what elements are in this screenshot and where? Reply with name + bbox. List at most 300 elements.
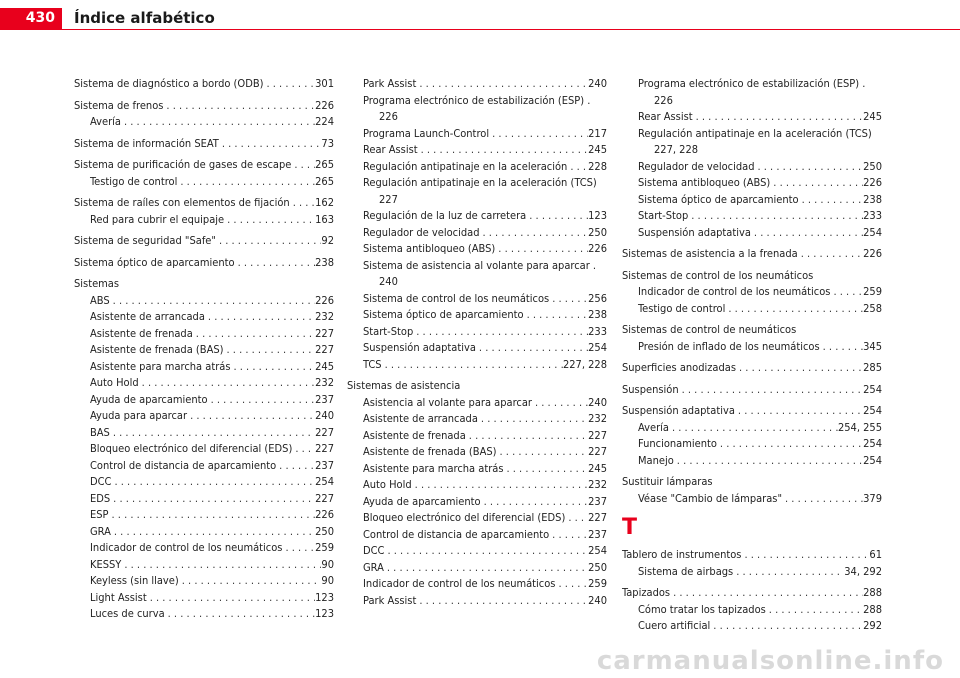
- index-entry-wrapped: [622, 76, 882, 109]
- entry-term: Sistema de frenos: [74, 98, 164, 112]
- entry-term: Control de distancia de aparcamiento: [363, 527, 550, 541]
- entry-term: Funcionamiento: [638, 437, 717, 450]
- entry-term: Rear Assist: [363, 143, 418, 156]
- dot-leader: [693, 109, 864, 126]
- dot-leader: [219, 136, 322, 153]
- index-entry: [622, 360, 882, 377]
- entry-pages: 250: [315, 524, 334, 538]
- dot-leader: [224, 212, 315, 229]
- index-subentry: [347, 461, 607, 478]
- dot-leader: [799, 192, 864, 209]
- entry-pages: 288: [863, 586, 882, 599]
- entry-term: Red para cubrir el equipaje: [90, 212, 225, 226]
- entry-pages: 265: [315, 174, 334, 188]
- entry-term: Sistema óptico de aparcamiento: [363, 308, 524, 321]
- entry-pages: 226: [315, 508, 334, 521]
- index-entry: [74, 195, 334, 212]
- dot-leader: [503, 461, 588, 478]
- entry-term: Asistente para marcha atrás: [363, 461, 504, 475]
- entry-pages: 226: [863, 247, 882, 260]
- entry-pages: 227: [315, 442, 334, 455]
- entry-pages: 254, 255: [837, 420, 882, 434]
- dot-leader: [567, 159, 588, 176]
- dot-leader: [674, 453, 863, 470]
- dot-leader: [526, 208, 588, 225]
- dot-leader: [766, 602, 863, 619]
- entry-pages: 258: [863, 301, 882, 315]
- dot-leader: [725, 301, 863, 318]
- entry-pages: 254: [863, 404, 882, 417]
- entry-term: Sistema de asistencia al volante para aparcar .: [363, 258, 597, 272]
- dot-leader: [165, 606, 315, 623]
- entry-pages: 345: [863, 339, 882, 353]
- dot-leader: [179, 573, 322, 590]
- entry-pages: 232: [315, 310, 334, 323]
- index-subentry: [622, 618, 882, 635]
- index-entry-wrapped: [347, 93, 607, 126]
- dot-leader: [147, 590, 315, 607]
- entry-pages: 288: [863, 602, 882, 616]
- index-subentry: [622, 175, 882, 192]
- index-subentry: [347, 444, 607, 461]
- entry-term: Ayuda de aparcamiento: [363, 494, 481, 508]
- entry-pages: 227: [588, 445, 607, 458]
- entry-term: Suspensión: [622, 382, 679, 396]
- dot-leader: [736, 360, 863, 377]
- dot-leader: [382, 357, 563, 374]
- entry-pages: 250: [863, 159, 882, 173]
- dot-leader: [751, 225, 863, 242]
- entry-pages: 259: [863, 285, 882, 298]
- entry-pages: 259: [588, 577, 607, 590]
- index-subentry: [347, 576, 607, 593]
- index-subentry: [74, 590, 334, 607]
- dot-leader: [679, 382, 864, 399]
- index-subentry: [347, 543, 607, 560]
- entry-pages: 226: [315, 293, 334, 307]
- index-subentry: [74, 375, 334, 392]
- dot-leader: [276, 458, 315, 475]
- dot-leader: [555, 576, 588, 593]
- dot-leader: [466, 428, 588, 445]
- index-subentry: [347, 428, 607, 445]
- entry-term: Tapizados: [622, 586, 671, 599]
- dot-leader: [208, 392, 316, 409]
- entry-pages: 227: [315, 343, 334, 356]
- index-entry: [74, 76, 334, 93]
- index-subentry: [622, 339, 882, 356]
- index-subentry: [347, 510, 607, 527]
- entry-term: Asistente de frenada (BAS): [90, 343, 224, 356]
- index-subentry: [74, 507, 334, 524]
- entry-term: ESP: [90, 508, 109, 521]
- dot-leader: [282, 540, 315, 557]
- entry-term: Programa electrónico de estabilización (ESP) .: [638, 77, 866, 90]
- index-subentry: [622, 491, 882, 508]
- index-subentry: [622, 436, 882, 453]
- index-column-3: [622, 76, 882, 635]
- index-subentry: [347, 477, 607, 494]
- entry-term: Start-Stop: [363, 324, 414, 338]
- entry-pages: 237: [588, 494, 607, 508]
- entry-term: Regulación de la luz de carretera: [363, 209, 527, 222]
- entry-term: Ayuda para aparcar: [90, 409, 188, 422]
- entry-term: Avería: [638, 420, 669, 434]
- index-subentry: [622, 159, 882, 176]
- entry-term: Asistente de frenada: [363, 428, 466, 442]
- entry-term: Tablero de instrumentos: [622, 548, 742, 561]
- page-title: Índice alfabético: [74, 9, 215, 27]
- dot-leader: [163, 98, 315, 115]
- index-subentry: [347, 411, 607, 428]
- dot-leader: [798, 246, 863, 263]
- entry-term: Regulación antipatinaje en la aceleración: [363, 159, 568, 173]
- entry-pages: 123: [588, 209, 607, 222]
- index-subentry: [347, 357, 607, 374]
- dot-leader: [291, 157, 315, 174]
- dot-leader: [263, 76, 315, 93]
- index-entry: [622, 246, 882, 263]
- header-rule: [0, 29, 960, 30]
- entry-term: Rear Assist: [638, 110, 693, 123]
- entry-pages: 227, 228: [654, 143, 699, 156]
- entry-pages: 34, 292: [844, 564, 882, 578]
- entry-pages: 240: [588, 77, 607, 90]
- entry-pages: 90: [321, 574, 334, 587]
- entry-pages: 254: [863, 382, 882, 396]
- index-entry: [622, 403, 882, 420]
- index-subentry: [74, 326, 334, 343]
- index-subentry: [74, 474, 334, 491]
- index-entry-wrapped: [347, 258, 607, 291]
- entry-pages: 301: [315, 77, 334, 90]
- dot-leader: [754, 159, 863, 176]
- entry-term: DCC: [90, 475, 112, 488]
- entry-pages: 123: [315, 607, 334, 620]
- entry-pages: 73: [321, 136, 334, 150]
- entry-pages: 240: [379, 275, 398, 288]
- entry-pages: 227: [315, 326, 334, 340]
- entry-term: Sistema antibloqueo (ABS): [638, 176, 771, 189]
- entry-term: Superficies anodizadas: [622, 361, 737, 374]
- entry-pages: 226: [588, 242, 607, 255]
- entry-pages: 240: [588, 395, 607, 409]
- index-subentry: [347, 340, 607, 357]
- entry-term: KESSY: [90, 557, 122, 571]
- entry-pages: 265: [315, 158, 334, 171]
- index-entry: [74, 255, 334, 272]
- index-subentry: [622, 564, 882, 581]
- dot-leader: [820, 339, 863, 356]
- entry-term: Park Assist: [363, 77, 417, 90]
- dot-leader: [688, 208, 863, 225]
- index-entry-wrapped: [347, 175, 607, 208]
- index-subentry: [622, 225, 882, 242]
- entry-term: Light Assist: [90, 590, 147, 604]
- entry-term: Sistema de diagnóstico a bordo (ODB): [74, 77, 264, 90]
- index-subentry: [347, 324, 607, 341]
- index-subentry: [622, 208, 882, 225]
- entry-pages: 256: [588, 291, 607, 305]
- index-subentry: [347, 241, 607, 258]
- index-subentry: [74, 557, 334, 574]
- entry-term: Regulador de velocidad: [363, 225, 480, 239]
- dot-leader: [416, 76, 588, 93]
- entry-term: Asistente para marcha atrás: [90, 359, 231, 373]
- entry-pages: 92: [321, 234, 334, 247]
- entry-term: Sistema de raíles con elementos de fijación: [74, 196, 290, 209]
- index-entry: [622, 585, 882, 602]
- index-subentry: [74, 540, 334, 557]
- dot-leader: [187, 408, 315, 425]
- dot-leader: [121, 114, 315, 131]
- dot-leader: [177, 174, 315, 191]
- entry-pages: 233: [588, 324, 607, 338]
- entry-pages: 232: [315, 376, 334, 389]
- index-column-1: [74, 76, 334, 623]
- dot-leader: [216, 233, 321, 250]
- entry-pages: 238: [863, 192, 882, 206]
- entry-term: Cómo tratar los tapizados: [638, 602, 766, 616]
- entry-pages: 227: [379, 192, 398, 206]
- entry-term: Sistema de seguridad "Safe": [74, 234, 216, 247]
- dot-leader: [110, 491, 315, 508]
- entry-pages: 254: [863, 437, 882, 450]
- dot-leader: [479, 225, 588, 242]
- dot-leader: [292, 441, 315, 458]
- index-heading: Sistemas: [74, 277, 120, 290]
- entry-term: Keyless (sin llave): [90, 574, 179, 587]
- index-subentry: [347, 225, 607, 242]
- entry-term: Control de distancia de aparcamiento: [90, 458, 277, 472]
- entry-term: Luces de curva: [90, 607, 165, 620]
- entry-term: Suspensión adaptativa: [638, 225, 751, 239]
- dot-leader: [193, 326, 315, 343]
- index-subentry: [347, 494, 607, 511]
- index-subentry: [347, 291, 607, 308]
- index-entry: [622, 547, 882, 564]
- dot-leader: [830, 284, 863, 301]
- dot-leader: [733, 564, 844, 581]
- entry-term: Sistema de información SEAT: [74, 136, 219, 150]
- dot-leader: [109, 507, 316, 524]
- entry-pages: 237: [315, 458, 334, 472]
- dot-leader: [111, 524, 315, 541]
- index-subentry: [622, 453, 882, 470]
- dot-leader: [384, 560, 588, 577]
- entry-term: Park Assist: [363, 593, 417, 607]
- entry-term: Sistema de control de los neumáticos: [363, 291, 550, 305]
- entry-pages: 254: [588, 544, 607, 557]
- index-heading: Sistemas de control de neumáticos: [622, 323, 797, 336]
- entry-term: Asistente de arrancada: [90, 310, 205, 323]
- entry-term: Véase "Cambio de lámparas": [638, 491, 783, 505]
- entry-pages: 254: [588, 341, 607, 354]
- entry-term: Avería: [90, 115, 121, 128]
- dot-leader: [121, 557, 321, 574]
- dot-leader: [290, 195, 315, 212]
- index-subentry: [622, 284, 882, 301]
- dot-leader: [524, 307, 589, 324]
- entry-term: Sistema óptico de aparcamiento: [638, 192, 799, 206]
- entry-pages: 217: [588, 126, 607, 140]
- dot-leader: [735, 403, 863, 420]
- entry-term: Sistema óptico de aparcamiento: [74, 255, 235, 269]
- dot-leader: [416, 593, 588, 610]
- entry-term: EDS: [90, 491, 111, 505]
- entry-pages: 123: [315, 590, 334, 604]
- index-heading: Sustituir lámparas: [622, 475, 713, 488]
- dot-leader: [110, 425, 315, 442]
- entry-term: BAS: [90, 425, 110, 439]
- entry-pages: 238: [315, 255, 334, 269]
- entry-pages: 240: [588, 593, 607, 607]
- entry-pages: 237: [588, 527, 607, 541]
- entry-pages: 226: [315, 98, 334, 112]
- entry-term: ABS: [90, 293, 110, 307]
- dot-leader: [412, 477, 588, 494]
- entry-term: GRA: [90, 524, 111, 538]
- entry-term: Testigo de control: [90, 174, 178, 188]
- entry-pages: 227: [315, 491, 334, 505]
- index-subentry: [74, 342, 334, 359]
- index-subentry: [74, 359, 334, 376]
- entry-pages: 227: [588, 511, 607, 524]
- index-subentry: [74, 606, 334, 623]
- index-subentry: [347, 527, 607, 544]
- entry-term: Sistema antibloqueo (ABS): [363, 242, 496, 255]
- index-subentry: [347, 593, 607, 610]
- entry-term: Sistema de airbags: [638, 564, 734, 578]
- index-heading: Sistemas de control de los neumáticos: [622, 268, 814, 282]
- dot-leader: [495, 241, 588, 258]
- index-subentry: [622, 301, 882, 318]
- index-subentry: [622, 602, 882, 619]
- entry-pages: 254: [863, 225, 882, 239]
- entry-term: Asistente de arrancada: [363, 412, 478, 425]
- entry-term: Auto Hold: [90, 376, 139, 389]
- index-subentry: [74, 573, 334, 590]
- dot-leader: [549, 527, 588, 544]
- dot-leader: [235, 255, 316, 272]
- entry-term: Start-Stop: [638, 209, 689, 222]
- entry-pages: 226: [863, 176, 882, 189]
- watermark: carmanualsonline.info: [596, 646, 944, 676]
- entry-pages: 61: [869, 548, 882, 561]
- entry-term: GRA: [363, 560, 384, 574]
- dot-leader: [565, 510, 588, 527]
- dot-leader: [139, 375, 315, 392]
- entry-term: Sistemas de asistencia a la frenada: [622, 247, 798, 260]
- index-subentry: [347, 208, 607, 225]
- entry-pages: 259: [315, 541, 334, 554]
- index-subentry: [74, 174, 334, 191]
- entry-term: Regulador de velocidad: [638, 159, 755, 173]
- entry-pages: 245: [588, 143, 607, 156]
- index-subentry: [74, 309, 334, 326]
- dot-leader: [670, 585, 863, 602]
- entry-pages: 379: [863, 491, 882, 505]
- dot-leader: [205, 309, 315, 326]
- index-subentry: [74, 458, 334, 475]
- entry-pages: 238: [588, 308, 607, 321]
- index-subentry: [74, 425, 334, 442]
- entry-term: Asistente de frenada: [90, 326, 193, 340]
- entry-pages: 162: [315, 196, 334, 209]
- index-subentry: [622, 109, 882, 126]
- dot-leader: [476, 340, 588, 357]
- dot-leader: [782, 491, 863, 508]
- dot-leader: [478, 411, 588, 428]
- entry-pages: 250: [588, 560, 607, 574]
- index-subentry: [347, 142, 607, 159]
- index-subentry: [347, 307, 607, 324]
- entry-pages: 226: [379, 110, 398, 123]
- entry-term: Suspensión adaptativa: [363, 341, 476, 354]
- dot-leader: [230, 359, 315, 376]
- index-entry: [74, 136, 334, 153]
- entry-term: Regulación antipatinaje en la aceleración (TCS): [638, 126, 872, 140]
- entry-term: Cuero artificial: [638, 619, 711, 632]
- entry-term: Bloqueo electrónico del diferencial (EDS): [363, 511, 566, 524]
- entry-pages: 163: [315, 212, 334, 226]
- entry-term: Bloqueo electrónico del diferencial (EDS): [90, 442, 293, 455]
- index-subentry: [622, 192, 882, 209]
- index-entry: [622, 382, 882, 399]
- index-subentry: [74, 491, 334, 508]
- entry-pages: 285: [863, 361, 882, 374]
- index-subentry: [622, 420, 882, 437]
- dot-leader: [497, 444, 589, 461]
- entry-pages: 292: [863, 619, 882, 632]
- entry-pages: 232: [588, 412, 607, 425]
- index-heading: Sistemas de asistencia: [347, 379, 461, 392]
- index-subentry: [347, 560, 607, 577]
- entry-term: Regulación antipatinaje en la aceleración (TCS): [363, 176, 597, 189]
- index-entry: [74, 98, 334, 115]
- index-subentry: [347, 126, 607, 143]
- index-column-2: [347, 76, 607, 609]
- index-subentry: [74, 408, 334, 425]
- entry-term: Testigo de control: [638, 301, 726, 315]
- entry-term: TCS: [363, 357, 382, 371]
- dot-leader: [418, 142, 589, 159]
- index-entry-wrapped: [622, 126, 882, 159]
- entry-term: Indicador de control de los neumáticos: [90, 541, 283, 554]
- dot-leader: [481, 494, 589, 511]
- index-subentry: [74, 114, 334, 131]
- entry-pages: 254: [863, 453, 882, 467]
- entry-term: Presión de inflado de los neumáticos: [638, 339, 820, 353]
- dot-leader: [224, 342, 316, 359]
- index-subentry: [74, 293, 334, 310]
- entry-term: Ayuda de aparcamiento: [90, 392, 208, 406]
- index-subentry: [74, 212, 334, 229]
- entry-pages: 227, 228: [562, 357, 607, 371]
- entry-pages: 228: [588, 159, 607, 173]
- entry-pages: 245: [315, 359, 334, 373]
- dot-leader: [489, 126, 588, 143]
- entry-pages: 240: [315, 409, 334, 422]
- entry-term: Suspensión adaptativa: [622, 404, 735, 417]
- entry-term: Programa Launch-Control: [363, 126, 490, 140]
- entry-pages: 227: [588, 428, 607, 442]
- dot-leader: [741, 547, 869, 564]
- entry-pages: 233: [863, 209, 882, 222]
- dot-leader: [110, 293, 315, 310]
- dot-leader: [710, 618, 863, 635]
- entry-term: Asistencia al volante para aparcar: [363, 395, 532, 409]
